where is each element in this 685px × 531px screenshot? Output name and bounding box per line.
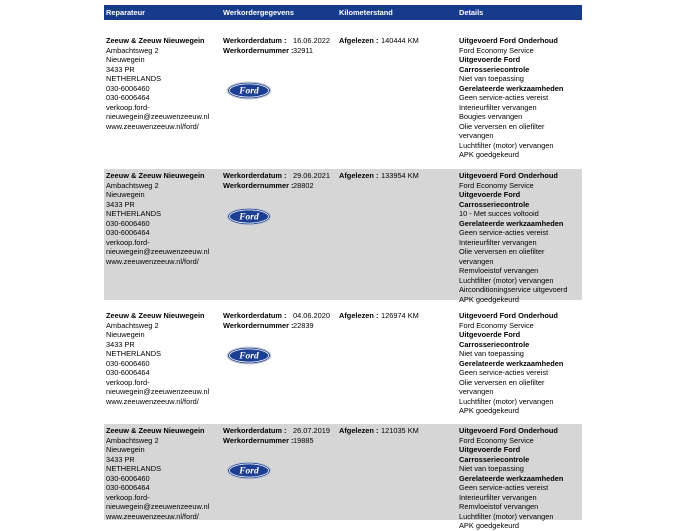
detail-item: Geen service-acties vereist bbox=[459, 228, 549, 237]
repairer-name: Zeeuw & Zeeuw Nieuwegein bbox=[106, 311, 205, 320]
repairer-column bbox=[106, 171, 218, 266]
detail-item: Ford Economy Service bbox=[459, 320, 534, 330]
detail-item: Geen service-acties vereist bbox=[459, 93, 549, 102]
detail-item: Luchtfilter (motor) vervangen bbox=[459, 396, 554, 406]
detail-item: Niet van toepassing bbox=[459, 74, 524, 83]
repairer-line: 030-6006464 bbox=[106, 368, 150, 377]
mileage-reading: Afgelezen : 121035 KM bbox=[339, 426, 419, 435]
mileage-column bbox=[339, 311, 457, 321]
ford-logo-icon bbox=[226, 346, 272, 365]
detail-item: APK goedgekeurd bbox=[459, 406, 519, 415]
detail-item: APK goedgekeurd bbox=[459, 294, 519, 304]
repairer-line: nieuwegein@zeeuwenzeeuw.nl bbox=[106, 502, 210, 511]
detail-heading: Gerelateerde werkzaamheden bbox=[459, 473, 564, 483]
workorder-date: Werkorderdatum : 29.06.2021 bbox=[223, 171, 330, 180]
repairer-line: 3433 PR bbox=[106, 199, 135, 209]
header-mileage: Kilometerstand bbox=[339, 8, 393, 17]
service-record bbox=[104, 424, 582, 530]
service-record bbox=[104, 169, 582, 304]
detail-heading: Carrosseriecontrole bbox=[459, 199, 530, 209]
workorder-column bbox=[223, 311, 338, 330]
svg-text:Ford: Ford bbox=[239, 466, 259, 477]
repairer-line: 030-6006460 bbox=[106, 83, 150, 93]
detail-heading: Uitgevoerde Ford bbox=[459, 55, 521, 64]
detail-item: Airconditioningservice uitgevoerd bbox=[459, 285, 568, 294]
detail-item: Olie verversen en oliefilter bbox=[459, 247, 545, 256]
detail-heading: Uitgevoerd Ford Onderhoud bbox=[459, 426, 558, 435]
repairer-line: 030-6006460 bbox=[106, 358, 150, 368]
mileage-reading: Afgelezen : 126974 KM bbox=[339, 311, 419, 320]
repairer-line: Ambachtsweg 2 bbox=[106, 435, 159, 445]
repairer-line: Nieuwegein bbox=[106, 55, 145, 64]
detail-item: vervangen bbox=[459, 131, 494, 140]
detail-item: APK goedgekeurd bbox=[459, 521, 519, 530]
repairer-line: 3433 PR bbox=[106, 64, 135, 74]
detail-heading: Gerelateerde werkzaamheden bbox=[459, 358, 564, 368]
repairer-line: NETHERLANDS bbox=[106, 349, 162, 358]
repairer-name: Zeeuw & Zeeuw Nieuwegein bbox=[106, 36, 205, 45]
repairer-line: 3433 PR bbox=[106, 339, 135, 349]
repairer-line: verkoop.ford- bbox=[106, 492, 150, 502]
service-history-document bbox=[104, 5, 582, 530]
repairer-line: Ambachtsweg 2 bbox=[106, 45, 159, 55]
detail-item: Interieurfilter vervangen bbox=[459, 492, 537, 502]
detail-item: Luchtfilter (motor) vervangen bbox=[459, 140, 554, 150]
repairer-line: Nieuwegein bbox=[106, 190, 145, 199]
table-header bbox=[104, 5, 582, 20]
detail-item: Luchtfilter (motor) vervangen bbox=[459, 511, 554, 521]
repairer-line: www.zeeuwenzeeuw.nl/ford/ bbox=[106, 121, 199, 131]
detail-item: Bougies vervangen bbox=[459, 112, 523, 121]
workorder-date: Werkorderdatum : 04.06.2020 bbox=[223, 311, 330, 320]
repairer-line: nieuwegein@zeeuwenzeeuw.nl bbox=[106, 387, 210, 396]
detail-heading: Uitgevoerde Ford bbox=[459, 190, 521, 199]
workorder-column bbox=[223, 426, 338, 445]
workorder-number: Werkordernummer :28802 bbox=[223, 180, 314, 190]
repairer-line: NETHERLANDS bbox=[106, 464, 162, 473]
svg-text:Ford: Ford bbox=[239, 351, 259, 362]
detail-heading: Uitgevoerd Ford Onderhoud bbox=[459, 171, 558, 180]
detail-item: Interieurfilter vervangen bbox=[459, 102, 537, 112]
detail-item: 10 - Met succes voltooid bbox=[459, 209, 539, 218]
detail-item: APK goedgekeurd bbox=[459, 150, 519, 159]
detail-heading: Gerelateerde werkzaamheden bbox=[459, 83, 564, 93]
detail-item: Ford Economy Service bbox=[459, 435, 534, 445]
detail-item: Remvloeistof vervangen bbox=[459, 266, 539, 275]
repairer-line: 030-6006464 bbox=[106, 483, 150, 492]
detail-item: Ford Economy Service bbox=[459, 180, 534, 190]
detail-heading: Uitgevoerd Ford Onderhoud bbox=[459, 311, 558, 320]
header-workorder: Werkordergegevens bbox=[223, 8, 294, 17]
detail-heading: Uitgevoerd Ford Onderhoud bbox=[459, 36, 558, 45]
repairer-line: 030-6006464 bbox=[106, 228, 150, 237]
repairer-line: NETHERLANDS bbox=[106, 209, 162, 218]
workorder-column bbox=[223, 36, 338, 55]
header-repairer: Reparateur bbox=[106, 8, 146, 17]
detail-item: Ford Economy Service bbox=[459, 45, 534, 55]
svg-text:Ford: Ford bbox=[239, 86, 259, 97]
repairer-line: 030-6006460 bbox=[106, 473, 150, 483]
detail-heading: Carrosseriecontrole bbox=[459, 454, 530, 464]
detail-item: Luchtfilter (motor) vervangen bbox=[459, 275, 554, 285]
detail-item: vervangen bbox=[459, 387, 494, 396]
details-column bbox=[459, 171, 579, 304]
details-column bbox=[459, 36, 579, 160]
mileage-column bbox=[339, 426, 457, 436]
detail-heading: Carrosseriecontrole bbox=[459, 339, 530, 349]
service-record bbox=[104, 34, 582, 159]
workorder-column bbox=[223, 171, 338, 190]
ford-logo-icon bbox=[226, 461, 272, 480]
details-column bbox=[459, 426, 579, 531]
ford-logo-icon bbox=[226, 81, 272, 100]
repairer-line: www.zeeuwenzeeuw.nl/ford/ bbox=[106, 396, 199, 406]
ford-logo-icon bbox=[226, 207, 272, 226]
workorder-number: Werkordernummer :22839 bbox=[223, 320, 314, 330]
repairer-line: Nieuwegein bbox=[106, 445, 145, 454]
mileage-column bbox=[339, 36, 457, 46]
repairer-line: Ambachtsweg 2 bbox=[106, 180, 159, 190]
mileage-reading: Afgelezen : 133954 KM bbox=[339, 171, 419, 180]
workorder-number: Werkordernummer :19885 bbox=[223, 435, 314, 445]
header-details: Details bbox=[459, 8, 484, 17]
workorder-date: Werkorderdatum : 16.06.2022 bbox=[223, 36, 330, 45]
repairer-line: verkoop.ford- bbox=[106, 102, 150, 112]
detail-item: vervangen bbox=[459, 256, 494, 266]
repairer-line: verkoop.ford- bbox=[106, 237, 150, 247]
repairer-line: 030-6006460 bbox=[106, 218, 150, 228]
mileage-reading: Afgelezen : 140444 KM bbox=[339, 36, 419, 45]
detail-heading: Uitgevoerde Ford bbox=[459, 445, 521, 454]
repairer-line: verkoop.ford- bbox=[106, 377, 150, 387]
detail-item: Olie verversen en oliefilter bbox=[459, 121, 545, 131]
detail-item: Geen service-acties vereist bbox=[459, 368, 549, 377]
repairer-line: Nieuwegein bbox=[106, 330, 145, 339]
repairer-name: Zeeuw & Zeeuw Nieuwegein bbox=[106, 171, 205, 180]
repairer-line: www.zeeuwenzeeuw.nl/ford/ bbox=[106, 256, 199, 266]
detail-item: Interieurfilter vervangen bbox=[459, 237, 537, 247]
repairer-line: NETHERLANDS bbox=[106, 74, 162, 83]
repairer-line: nieuwegein@zeeuwenzeeuw.nl bbox=[106, 247, 210, 256]
service-record bbox=[104, 309, 582, 414]
repairer-line: www.zeeuwenzeeuw.nl/ford/ bbox=[106, 511, 199, 521]
detail-heading: Carrosseriecontrole bbox=[459, 64, 530, 74]
svg-text:Ford: Ford bbox=[239, 212, 259, 223]
detail-item: Niet van toepassing bbox=[459, 349, 524, 358]
repairer-column bbox=[106, 36, 218, 131]
workorder-number: Werkordernummer :32911 bbox=[223, 45, 314, 55]
details-column bbox=[459, 311, 579, 416]
detail-heading: Gerelateerde werkzaamheden bbox=[459, 218, 564, 228]
workorder-date: Werkorderdatum : 26.07.2019 bbox=[223, 426, 330, 435]
mileage-column bbox=[339, 171, 457, 181]
repairer-line: 030-6006464 bbox=[106, 93, 150, 102]
repairer-line: nieuwegein@zeeuwenzeeuw.nl bbox=[106, 112, 210, 121]
repairer-column bbox=[106, 311, 218, 406]
repairer-line: Ambachtsweg 2 bbox=[106, 320, 159, 330]
repairer-column bbox=[106, 426, 218, 521]
detail-heading: Uitgevoerde Ford bbox=[459, 330, 521, 339]
detail-item: Remvloeistof vervangen bbox=[459, 502, 539, 511]
repairer-name: Zeeuw & Zeeuw Nieuwegein bbox=[106, 426, 205, 435]
detail-item: Olie verversen en oliefilter bbox=[459, 377, 545, 387]
detail-item: Geen service-acties vereist bbox=[459, 483, 549, 492]
detail-item: Niet van toepassing bbox=[459, 464, 524, 473]
repairer-line: 3433 PR bbox=[106, 454, 135, 464]
